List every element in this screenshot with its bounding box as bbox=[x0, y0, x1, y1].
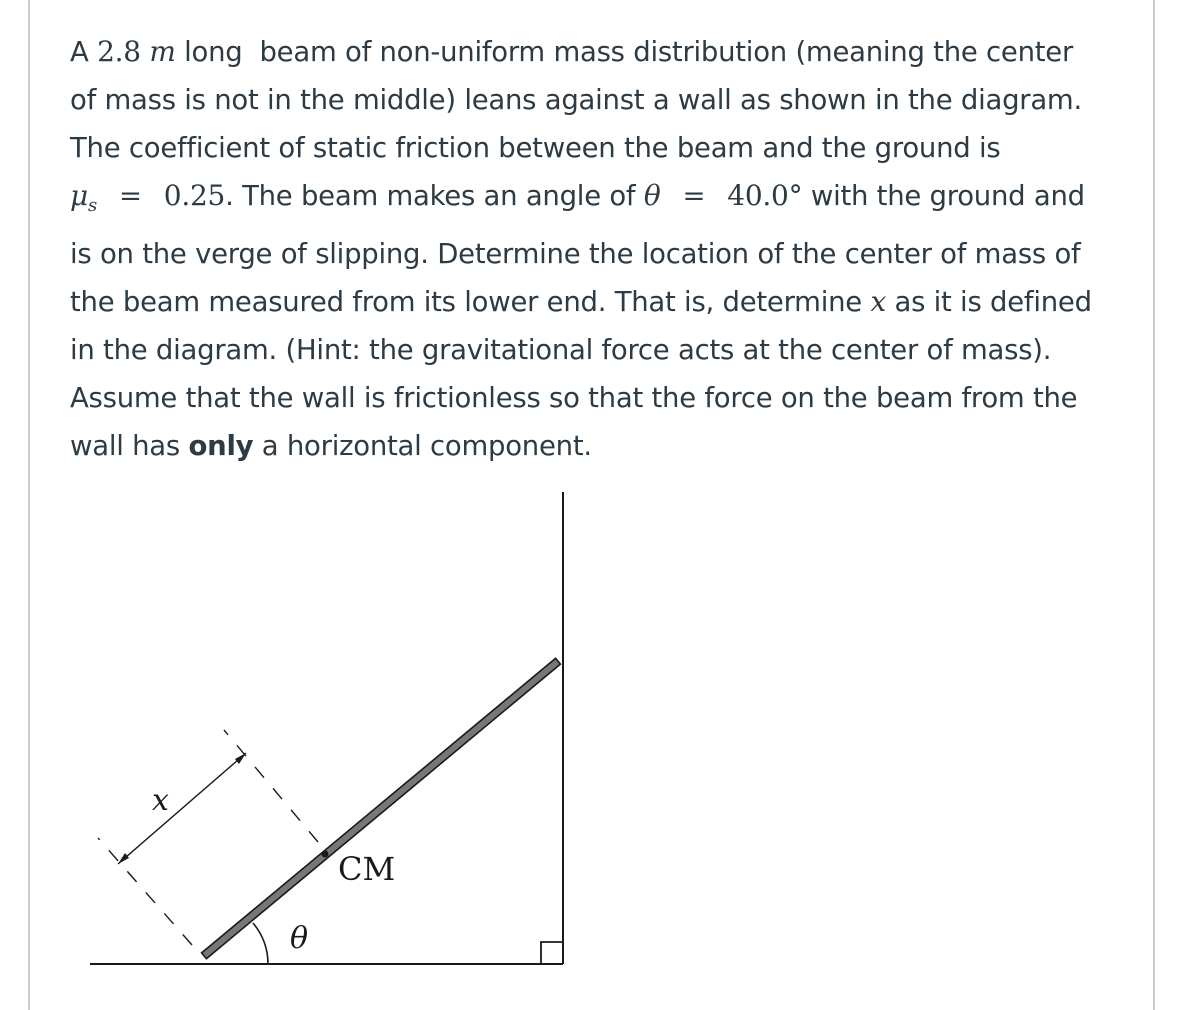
question-line-2: of mass is not in the middle) leans against a wall as shown in the diagram. bbox=[70, 84, 1082, 116]
emphasis-only: only bbox=[188, 430, 254, 462]
equals-sign-2: = bbox=[682, 180, 706, 212]
x-dimension-line bbox=[118, 753, 246, 864]
question-line-8: Assume that the wall is frictionless so that the force on the beam from the bbox=[70, 382, 1078, 414]
question-line-6: the beam measured from its lower end. That is, determine x as it is defined bbox=[70, 285, 1092, 318]
question-line-1: A 2.8 m long beam of non-uniform mass distribution (meaning the center bbox=[70, 35, 1074, 68]
right-angle-marker bbox=[541, 942, 563, 964]
cm-label: CM bbox=[338, 850, 396, 888]
x-label: x bbox=[152, 783, 169, 818]
beam bbox=[202, 658, 561, 958]
beam-diagram bbox=[0, 470, 1180, 1010]
angle-arc bbox=[253, 923, 268, 964]
theta-symbol: θ bbox=[643, 179, 661, 212]
question-line-4: $\mu_s = 0.25$. The beam makes an angle of θ = 40.0° with the ground and bbox=[70, 179, 1085, 216]
dashed-line-lower bbox=[98, 838, 192, 945]
x-arrow-head-upper bbox=[235, 753, 246, 764]
mu-subscript: s bbox=[87, 195, 97, 216]
theta-label: θ bbox=[290, 921, 309, 956]
x-arrow-head-lower bbox=[118, 853, 129, 864]
friction-coefficient-value: 0.25 bbox=[163, 179, 226, 212]
question-line-7: in the diagram. (Hint: the gravitational force acts at the center of mass). bbox=[70, 334, 1052, 366]
equals-sign: = bbox=[118, 180, 142, 212]
beam-length-value: 2.8 bbox=[97, 35, 141, 68]
x-symbol: x bbox=[870, 285, 886, 318]
center-of-mass-dot bbox=[322, 851, 329, 858]
question-line-9: wall has only a horizontal component. bbox=[70, 430, 592, 462]
beam-length-unit: m bbox=[149, 35, 176, 68]
angle-value: 40.0° bbox=[727, 179, 803, 212]
question-text bbox=[70, 28, 1130, 470]
question-line-5: is on the verge of slipping. Determine the location of the center of mass of bbox=[70, 238, 1081, 270]
question-line-3: The coefficient of static friction between the beam and the ground is bbox=[70, 132, 1001, 164]
mu-symbol: μ bbox=[70, 179, 88, 212]
dashed-line-cm bbox=[224, 730, 318, 842]
